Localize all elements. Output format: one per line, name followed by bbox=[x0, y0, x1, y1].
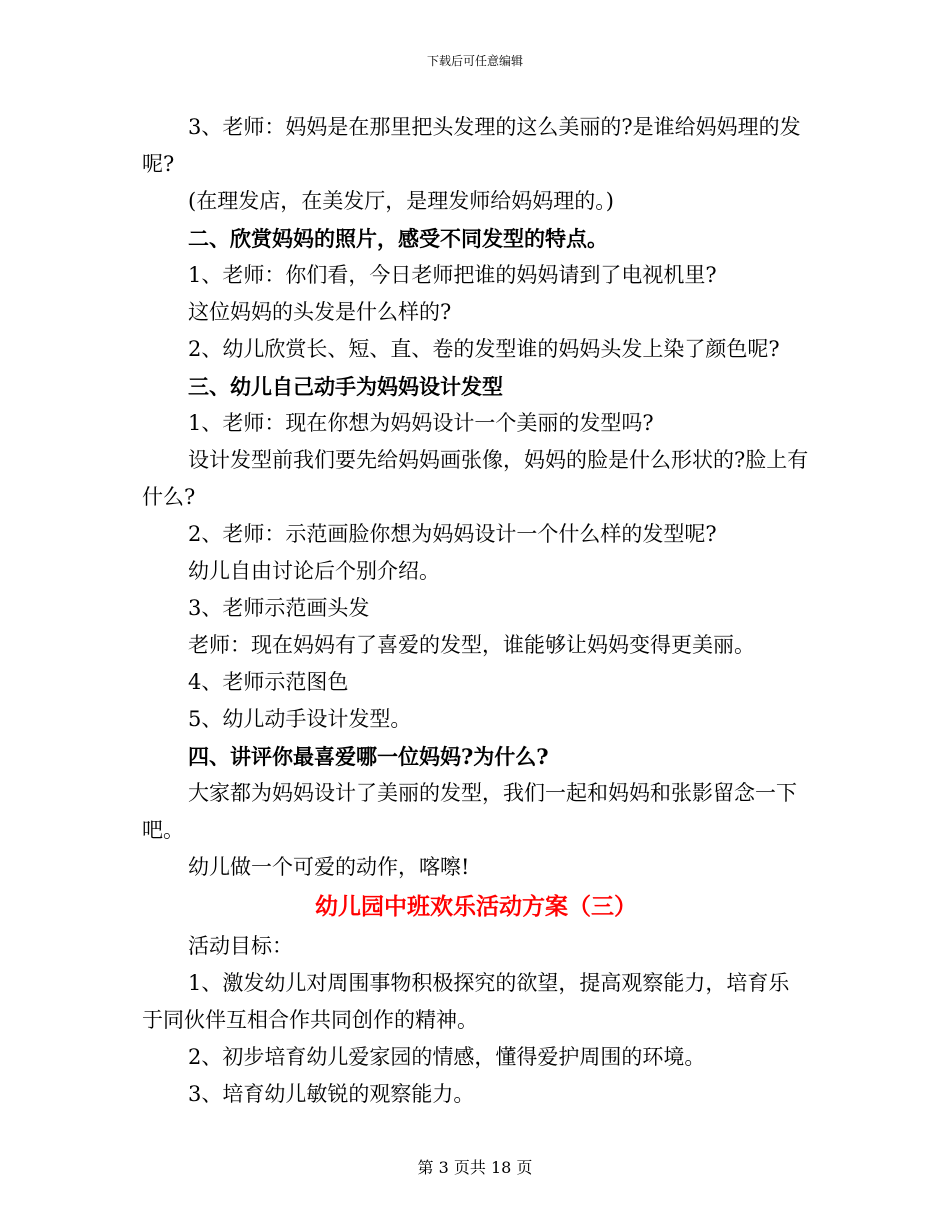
paragraph: 2、初步培育幼儿爱家园的情感，懂得爱护周围的环境。 bbox=[188, 1045, 706, 1069]
paragraph: 大家都为妈妈设计了美丽的发型，我们一起和妈妈和张影留念一下吧。 bbox=[142, 781, 797, 842]
paragraph: 幼儿自由讨论后个别介绍。 bbox=[188, 559, 440, 583]
paragraph: 1、激发幼儿对周围事物积极探究的欲望，提高观察能力，培育乐于同伙伴互相合作共同创作的精神。 bbox=[142, 971, 790, 1032]
document-body bbox=[142, 109, 810, 1113]
paragraph: 5、幼儿动手设计发型。 bbox=[188, 707, 412, 731]
paragraph: 设计发型前我们要先给妈妈画张像，妈妈的脸是什么形状的?脸上有什么? bbox=[142, 448, 809, 509]
paragraph: 幼儿做一个可爱的动作，喀嚓! bbox=[188, 855, 470, 879]
page-footer: 第 3 页共 18 页 bbox=[417, 1158, 533, 1177]
paragraph: 老师：现在妈妈有了喜爱的发型，谁能够让妈妈变得更美丽。 bbox=[188, 633, 755, 657]
paragraph: 2、老师：示范画脸你想为妈妈设计一个什么样的发型呢? bbox=[188, 522, 717, 546]
section-heading: 四、讲评你最喜爱哪一位妈妈?为什么? bbox=[188, 744, 549, 769]
paragraph: 2、幼儿欣赏长、短、直、卷的发型谁的妈妈头发上染了颜色呢? bbox=[188, 337, 780, 361]
paragraph: 3、老师示范画头发 bbox=[188, 596, 370, 620]
paragraph: 活动目标： bbox=[188, 934, 293, 958]
paragraph: 4、老师示范图色 bbox=[188, 670, 349, 694]
document-title: 幼儿园中班欢乐活动方案（三） bbox=[315, 893, 637, 920]
page-header: 下载后可任意编辑 bbox=[426, 54, 523, 68]
paragraph: 这位妈妈的头发是什么样的? bbox=[188, 300, 452, 324]
paragraph: 1、老师：你们看，今日老师把谁的妈妈请到了电视机里? bbox=[188, 263, 717, 287]
paragraph: 3、培育幼儿敏锐的观察能力。 bbox=[188, 1082, 475, 1106]
paragraph: 1、老师：现在你想为妈妈设计一个美丽的发型吗? bbox=[188, 411, 654, 435]
section-heading: 二、欣赏妈妈的照片，感受不同发型的特点。 bbox=[188, 226, 608, 251]
paragraph: 3、老师：妈妈是在那里把头发理的这么美丽的?是谁给妈妈理的发呢? bbox=[142, 115, 801, 176]
section-heading: 三、幼儿自己动手为妈妈设计发型 bbox=[188, 374, 503, 399]
paragraph: (在理发店，在美发厅，是理发师给妈妈理的。) bbox=[188, 189, 614, 213]
